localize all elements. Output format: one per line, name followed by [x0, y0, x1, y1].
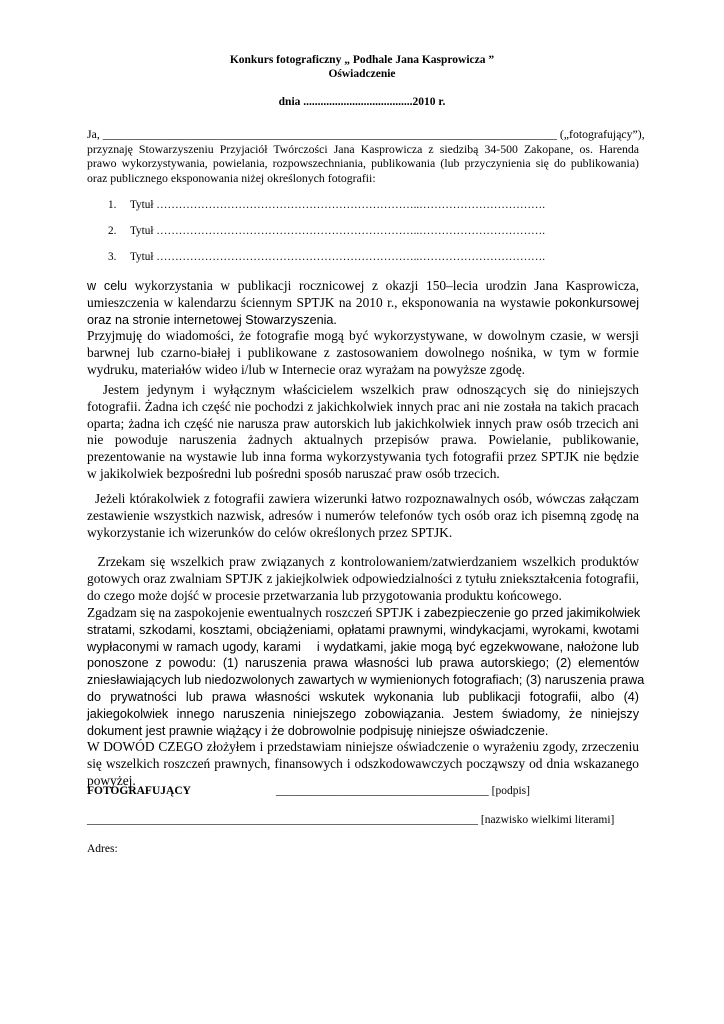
indemnity-line: zniesławiających lub niedozwolonych zawartych w wymienionych fotografiach; (3) naruszenia prawa	[87, 673, 645, 688]
intro-line: prawo wykorzystywania, powielania, rozpowszechniania, publikowania (lub przyczynienia się do publikowania)	[87, 156, 639, 171]
witness-paragraph	[87, 739, 639, 789]
waiver-paragraph	[87, 554, 639, 604]
indemnity-line: dokument jest prawnie wiążący i że dobrowolnie podpisuję niniejsze oświadczenie.	[87, 723, 549, 738]
indemnity-line: jakiegokolwiek innego naruszenia niniejszego zobowiązania. Jestem świadomy, że niniejszy	[87, 706, 639, 721]
indemnity-text-sans: zabezpieczenie go przed jakimikolwiek	[423, 606, 641, 620]
intro-line: oraz publicznego eksponowania niżej określonych fotografii:	[87, 170, 376, 185]
indemnity-text: Zgadzam się na zaspokojenie ewentualnych roszczeń SPTJK i	[87, 605, 424, 620]
acknowledge-paragraph	[87, 328, 639, 378]
ownership-line: prezentowanie na wystawie lub inna forma wykorzystywania tych fotografii przez SPTJK nie będzie	[87, 449, 639, 465]
acknowledge-line: wydruku, materiałów wideo i/lub w Internecie oraz wyrażam na powyższe zgodę.	[87, 361, 526, 377]
ownership-paragraph	[87, 382, 639, 483]
ownership-line: oparta; żadna ich część nie narusza praw autorskich lub jakichkolwiek innych praw osób trzecich ani	[87, 415, 639, 431]
photo-title-line	[108, 251, 545, 263]
photo-title-line	[108, 225, 545, 237]
ownership-line: w jakikolwiek bezpośredni lub pośredni sposób naruszać praw osób trzecich.	[87, 465, 500, 481]
likeness-line: Jeżeli którakolwiek z fotografii zawiera wizerunki łatwo rozpoznawalnych osób, wówczas załączam	[87, 491, 639, 506]
waiver-line: gotowych oraz zwalniam SPTJK z jakiejkolwiek odpowiedzialności z tytułu zniekształcenia fotografii,	[87, 570, 639, 586]
purpose-line: oraz na stronie internetowej Stowarzyszenia.	[87, 312, 337, 327]
indemnity-line: wypłaconymi w ramach ugody, karami i wydatkami, jakie mogą być egzekwowane, nałożone lub	[87, 639, 639, 654]
date-line: dnia ......................................2010 r.	[278, 96, 446, 108]
indemnity-line: stratami, szkodami, kosztami, obciążeniami, opłatami prawnymi, windykacjami, wyrokami, kwotami	[87, 622, 639, 637]
photo-title-line	[108, 199, 545, 211]
purpose-text-sans: pokonkursowej	[554, 295, 639, 310]
witness-line: W DOWÓD CZEGO złożyłem i przedstawiam niniejsze oświadczenie o wyrażeniu zgody, zrzeczeniu	[87, 739, 639, 754]
ownership-line: nie powoduje naruszenia żadnych aktualnych przepisów prawa. Powielanie, publikowanie,	[87, 432, 639, 448]
photo-number: 2.	[108, 225, 117, 237]
acknowledge-line: Przyjmuję do wiadomości, że fotografie mogą być wykorzystywane, w dowolnym czasie, w wersji	[87, 328, 639, 343]
photo-title-field: Tytuł ……………………………………………………………..…………………………….	[130, 225, 546, 237]
indemnity-paragraph	[87, 605, 645, 739]
indemnity-line	[87, 605, 639, 622]
intro-line: przyznaję Stowarzyszeniu Przyjaciół Twórczości Jana Kasprowicza z siedzibą 34-500 Zakopane, os. Harenda	[87, 141, 639, 156]
intro-paragraph	[87, 127, 645, 185]
ownership-line: Jestem jedynym i wyłącznym właścicielem wszelkich praw odnoszących się do niniejszych	[87, 382, 639, 397]
likeness-line: zestawienie wszystkich nazwisk, adresów i numerów telefonów tych osób oraz ich pisemną zgodę na	[87, 507, 639, 523]
indemnity-line: do prywatności lub prawa własności wskutek wykonania lub publikacji fotografii, albo (4)	[87, 689, 639, 704]
acknowledge-line: barwnej lub czarno-białej i publikowane z zastosowaniem dowolnego nośnika, w tym w formie	[87, 344, 639, 360]
waiver-line: Zrzekam się wszelkich praw związanych z kontrolowaniem/zatwierdzaniem wszelkich produktów	[87, 554, 639, 569]
purpose-text: wykorzystania w publikacji rocznicowej z okazji 150–lecia urodzin Jana Kasprowicza,	[127, 278, 639, 293]
photo-title-field: Tytuł ……………………………………………………………..…………………………….	[130, 199, 546, 211]
indemnity-line: ponoszone z powodu: (1) naruszenia prawa własności lub prawa autorskiego; (2) elementów	[87, 656, 639, 671]
document-subtitle: Oświadczenie	[328, 68, 396, 80]
likeness-paragraph	[87, 491, 639, 541]
photographer-label: FOTOGRAFUJĄCY	[87, 785, 191, 797]
purpose-line	[87, 278, 639, 295]
photo-number: 3.	[108, 251, 117, 263]
witness-line: powyżej.	[87, 772, 136, 788]
name-capitals-line: ____________________________________________________________________ [nazwisko wielkimi literami]	[87, 814, 615, 826]
photo-number: 1.	[108, 199, 117, 211]
purpose-lead: w celu	[87, 279, 128, 293]
witness-line: się wszelkich roszczeń prawnych, finansowych i odszkodowawczych począwszy od dnia wskazanego	[87, 755, 639, 771]
purpose-line	[87, 295, 639, 312]
photo-title-field: Tytuł ……………………………………………………………..…………………………….	[130, 251, 546, 263]
waiver-line: do czego może dojść w procesie przetwarzania lub przygotowania produktu końcowego.	[87, 587, 562, 603]
signature-line: _____________________________________ [podpis]	[276, 785, 530, 797]
purpose-paragraph	[87, 278, 639, 328]
purpose-text: umieszczenia w kalendarzu ściennym SPTJK na 2010 r., eksponowania na wystawie	[87, 294, 555, 310]
document-title: Konkurs fotograficzny „ Podhale Jana Kasprowicza ”	[229, 54, 495, 66]
intro-line: Ja, _____________________________________________________________________________ („fotografujący”),	[87, 127, 645, 141]
likeness-line: wykorzystanie ich wizerunków do celów określonych przez SPTJK.	[87, 524, 453, 540]
ownership-line: fotografii. Żadna ich część nie pochodzi z jakichkolwiek innych prac ani nie została na takich pracach	[87, 398, 639, 414]
address-label: Adres:	[87, 843, 118, 855]
